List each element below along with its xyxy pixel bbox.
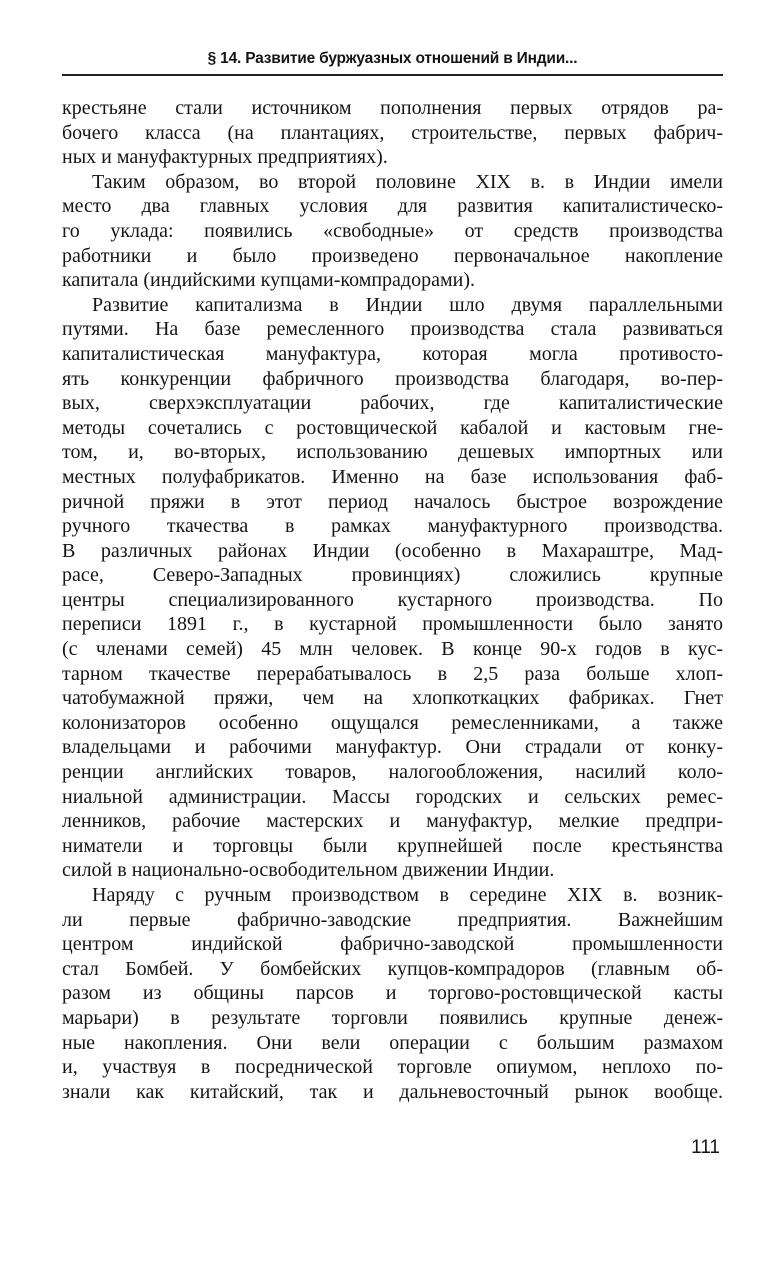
- text-line: путями. На базе ремесленного производства стала развиваться: [62, 318, 723, 341]
- text-line: крестьяне стали источником пополнения первых отрядов ра-: [62, 97, 723, 119]
- page-number: 111: [691, 1137, 720, 1158]
- text-line: центры специализированного кустарного производства. По: [62, 588, 723, 611]
- text-line: и, участвуя в посреднической торговле опиумом, неплохо по-: [62, 1056, 723, 1079]
- text-line: силой в национально-освободительном движении Индии.: [62, 859, 555, 882]
- text-line: ниматели и торговцы были крупнейшей после крестьянства: [62, 834, 723, 857]
- text-line: ленников, рабочие мастерских и мануфактур, мелкие предпри-: [62, 810, 723, 833]
- text-line: ять конкуренции фабричного производства благодаря, во-пер-: [62, 367, 723, 390]
- text-line: чатобумажной пряжи, чем на хлопкоткацких фабриках. Гнет: [62, 687, 723, 710]
- text-line: колонизаторов особенно ощущался ремесленниками, а также: [62, 711, 723, 734]
- text-line: ричной пряжи в этот период началось быстрое возрождение: [62, 490, 723, 513]
- text-line: капитала (индийскими купцами-компрадорами).: [62, 269, 475, 292]
- body-text: [62, 96, 723, 1104]
- text-line: ручного ткачества в рамках мануфактурного производства.: [62, 515, 723, 538]
- text-line: ли первые фабрично-заводские предприятия. Важнейшим: [62, 908, 723, 931]
- text-line: Развитие капитализма в Индии шло двумя параллельными: [92, 293, 723, 316]
- running-header: § 14. Развитие буржуазных отношений в Индии...: [207, 50, 578, 67]
- text-line: Наряду с ручным производством в середине XIX в. возник-: [92, 884, 723, 906]
- text-line: переписи 1891 г., в кустарной промышленности было занято: [62, 613, 723, 636]
- text-line: В различных районах Индии (особенно в Махараштре, Мад-: [62, 539, 723, 562]
- text-line: ных и мануфактурных предприятиях).: [62, 146, 388, 169]
- text-line: (с членами семей) 45 млн человек. В конце 90-х годов в кус-: [62, 638, 723, 661]
- text-line: расе, Северо-Западных провинциях) сложились крупные: [62, 564, 723, 587]
- text-line: бочего класса (на плантациях, строительстве, первых фабрич-: [62, 121, 723, 144]
- text-line: капиталистическая мануфактура, которая могла противосто-: [62, 342, 723, 365]
- text-line: разом из общины парсов и торгово-ростовщической касты: [62, 982, 723, 1005]
- text-line: местных полуфабрикатов. Именно на базе использования фаб-: [62, 465, 723, 488]
- text-line: марьари) в результате торговли появились крупные денеж-: [62, 1006, 723, 1029]
- header-rule: [62, 74, 723, 76]
- text-line: знали как китайский, так и дальневосточный рынок вообще.: [62, 1080, 723, 1103]
- text-line: вых, сверхэксплуатации рабочих, где капиталистические: [62, 392, 723, 415]
- text-line: стал Бомбей. У бомбейских купцов-компрадоров (главным об-: [62, 957, 723, 980]
- text-line: тарном ткачестве перерабатывалось в 2,5 раза больше хлоп-: [62, 662, 723, 685]
- text-line: Таким образом, во второй половине XIX в. в Индии имели: [92, 170, 723, 193]
- text-line: ниальной администрации. Массы городских и сельских ремес-: [62, 785, 723, 808]
- text-line: том, и, во-вторых, использованию дешевых импортных или: [62, 441, 723, 464]
- text-line: место два главных условия для развития капиталистическо-: [62, 195, 723, 218]
- text-line: владельцами и рабочими мануфактур. Они страдали от конку-: [62, 736, 723, 759]
- text-line: го уклада: появились «свободные» от средств производства: [62, 219, 723, 242]
- text-line: работники и было произведено первоначальное накопление: [62, 244, 723, 267]
- text-line: ренции английских товаров, налогообложения, насилий коло-: [62, 761, 723, 784]
- text-line: ные накопления. Они вели операции с большим размахом: [62, 1031, 723, 1054]
- text-line: центром индийской фабрично-заводской промышленности: [62, 933, 723, 956]
- text-line: методы сочетались с ростовщической кабалой и кастовым гне-: [62, 416, 723, 439]
